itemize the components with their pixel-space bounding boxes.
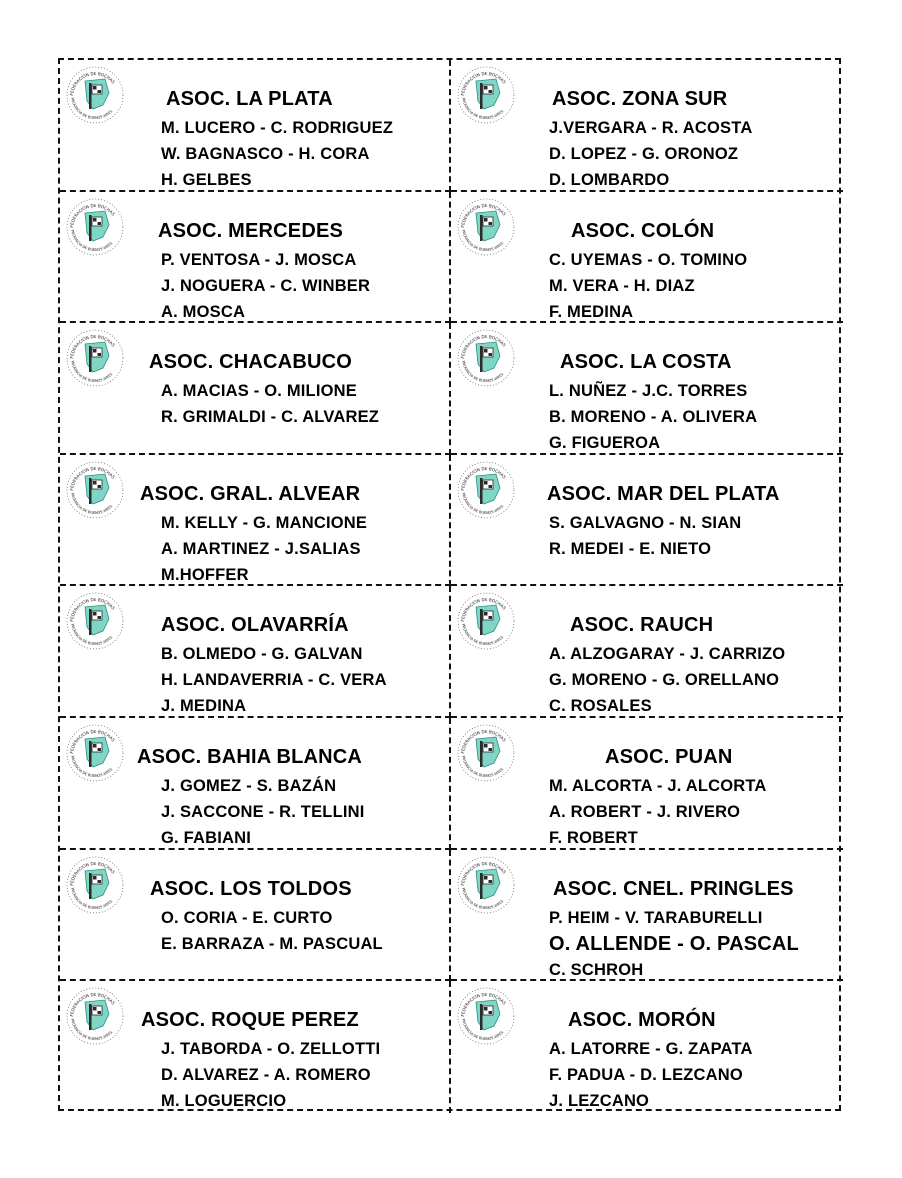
player-line: S. GALVAGNO - N. SIAN bbox=[549, 513, 742, 532]
player-line: M.HOFFER bbox=[161, 565, 249, 584]
federation-logo-icon bbox=[65, 723, 125, 783]
player-pairs bbox=[161, 378, 379, 430]
player-pairs bbox=[161, 510, 367, 587]
association-card bbox=[451, 192, 843, 324]
player-line: D. ALVAREZ - A. ROMERO bbox=[161, 1066, 371, 1085]
player-line: A. ROBERT - J. RIVERO bbox=[549, 802, 741, 821]
player-line: F. PADUA - D. LEZCANO bbox=[549, 1066, 743, 1085]
player-line: O. CORIA - E. CURTO bbox=[161, 908, 333, 927]
svg-text:FEDERACION DE BOCHAS: FEDERACION DE BOCHAS bbox=[69, 334, 116, 360]
player-line: M. ALCORTA - J. ALCORTA bbox=[549, 776, 767, 795]
player-line: M. KELLY - G. MANCIONE bbox=[161, 513, 368, 532]
svg-text:FEDERACION DE BOCHAS: FEDERACION DE BOCHAS bbox=[460, 597, 507, 623]
player-line: A. MACIAS - O. MILIONE bbox=[161, 382, 357, 401]
association-title: ASOC. LA PLATA bbox=[166, 88, 333, 110]
svg-text:FEDERACION DE BOCHAS: FEDERACION DE BOCHAS bbox=[69, 597, 116, 623]
svg-text:FEDERACION DE BOCHAS: FEDERACION DE BOCHAS bbox=[460, 465, 507, 491]
association-card bbox=[60, 192, 451, 324]
association-title: ASOC. LA COSTA bbox=[560, 351, 732, 374]
svg-text:FEDERACION DE BOCHAS: FEDERACION DE BOCHAS bbox=[460, 992, 507, 1017]
player-line: A. MARTINEZ - J.SALIAS bbox=[161, 539, 361, 558]
player-line: P. HEIM - V. TARABURELLI bbox=[549, 908, 763, 927]
player-line: J. TABORDA - O. ZELLOTTI bbox=[161, 1040, 381, 1059]
player-line: D. LOPEZ - G. ORONOZ bbox=[549, 145, 739, 163]
player-pairs bbox=[161, 1036, 380, 1113]
player-line: O. ALLENDE - O. PASCAL bbox=[549, 932, 799, 955]
player-line: M. LUCERO - C. RODRIGUEZ bbox=[161, 119, 394, 137]
association-card bbox=[60, 981, 451, 1113]
player-line: C. UYEMAS - O. TOMINO bbox=[549, 250, 748, 269]
association-title: ASOC. GRAL. ALVEAR bbox=[140, 482, 361, 505]
player-line: J. GOMEZ - S. BAZÁN bbox=[161, 776, 337, 795]
svg-text:PROVINCIA DE BUENOS AIRES: PROVINCIA DE BUENOS AIRES bbox=[461, 1018, 505, 1042]
federation-logo-icon bbox=[65, 855, 125, 915]
player-line: J. MEDINA bbox=[161, 697, 247, 716]
player-pairs bbox=[161, 115, 393, 192]
svg-text:FEDERACION DE BOCHAS: FEDERACION DE BOCHAS bbox=[69, 70, 116, 96]
svg-text:FEDERACION DE BOCHAS: FEDERACION DE BOCHAS bbox=[69, 860, 116, 886]
association-card bbox=[451, 586, 843, 718]
association-card bbox=[60, 455, 451, 587]
association-card bbox=[60, 60, 451, 192]
svg-text:FEDERACION DE BOCHAS: FEDERACION DE BOCHAS bbox=[69, 992, 116, 1017]
player-line: E. BARRAZA - M. PASCUAL bbox=[161, 934, 383, 953]
svg-text:PROVINCIA DE BUENOS AIRES: PROVINCIA DE BUENOS AIRES bbox=[70, 228, 114, 252]
federation-logo-icon bbox=[456, 65, 516, 125]
association-title: ASOC. LOS TOLDOS bbox=[150, 877, 352, 900]
player-line: B. MORENO - A. OLIVERA bbox=[549, 408, 758, 427]
player-line: D. LOMBARDO bbox=[549, 171, 670, 189]
player-line: C. SCHROH bbox=[549, 960, 644, 979]
association-title: ASOC. MAR DEL PLATA bbox=[547, 482, 780, 505]
svg-text:PROVINCIA DE BUENOS AIRES: PROVINCIA DE BUENOS AIRES bbox=[70, 755, 114, 779]
association-card bbox=[451, 60, 843, 192]
federation-logo-icon bbox=[456, 723, 516, 783]
federation-logo-icon bbox=[456, 591, 516, 651]
svg-text:FEDERACION DE BOCHAS: FEDERACION DE BOCHAS bbox=[460, 202, 507, 228]
svg-text:FEDERACION DE BOCHAS: FEDERACION DE BOCHAS bbox=[460, 70, 507, 96]
federation-logo-icon bbox=[65, 197, 125, 257]
svg-text:FEDERACION DE BOCHAS: FEDERACION DE BOCHAS bbox=[460, 334, 507, 360]
svg-text:PROVINCIA DE BUENOS AIRES: PROVINCIA DE BUENOS AIRES bbox=[70, 360, 114, 384]
player-line: C. ROSALES bbox=[549, 697, 652, 716]
association-title: ASOC. BAHIA BLANCA bbox=[137, 745, 363, 768]
federation-logo-icon bbox=[456, 986, 516, 1046]
svg-text:FEDERACION DE BOCHAS: FEDERACION DE BOCHAS bbox=[460, 860, 507, 886]
player-line: F. MEDINA bbox=[549, 302, 634, 321]
player-line: L. NUÑEZ - J.C. TORRES bbox=[549, 382, 748, 401]
federation-logo-icon bbox=[456, 328, 516, 388]
player-line: J.VERGARA - R. ACOSTA bbox=[549, 119, 753, 137]
player-pairs bbox=[161, 247, 370, 324]
association-title: ASOC. RAUCH bbox=[570, 614, 714, 637]
svg-text:PROVINCIA DE BUENOS AIRES: PROVINCIA DE BUENOS AIRES bbox=[70, 886, 114, 910]
svg-text:PROVINCIA DE BUENOS AIRES: PROVINCIA DE BUENOS AIRES bbox=[70, 97, 114, 121]
association-card bbox=[451, 455, 843, 587]
player-pairs bbox=[161, 641, 387, 718]
player-line: R. MEDEI - E. NIETO bbox=[549, 539, 712, 558]
player-line: J. NOGUERA - C. WINBER bbox=[161, 276, 371, 295]
federation-logo-icon bbox=[65, 591, 125, 651]
svg-text:FEDERACION DE BOCHAS: FEDERACION DE BOCHAS bbox=[460, 728, 507, 754]
federation-logo-icon bbox=[456, 460, 516, 520]
player-line: G. FIGUEROA bbox=[549, 434, 661, 453]
player-line: A. MOSCA bbox=[161, 302, 246, 321]
association-title: ASOC. ZONA SUR bbox=[552, 88, 728, 110]
player-pairs bbox=[549, 641, 785, 718]
association-card bbox=[451, 850, 843, 982]
player-line: J. LEZCANO bbox=[549, 1092, 650, 1111]
association-card bbox=[451, 718, 843, 850]
association-title: ASOC. MORÓN bbox=[568, 1009, 716, 1032]
player-line: B. OLMEDO - G. GALVAN bbox=[161, 645, 363, 664]
player-line: M. VERA - H. DIAZ bbox=[549, 276, 695, 295]
svg-text:PROVINCIA DE BUENOS AIRES: PROVINCIA DE BUENOS AIRES bbox=[70, 623, 114, 647]
player-pairs bbox=[549, 1036, 753, 1113]
association-card bbox=[60, 718, 451, 850]
player-line: F. ROBERT bbox=[549, 828, 638, 847]
player-pairs bbox=[161, 905, 383, 957]
player-pairs bbox=[549, 773, 767, 850]
association-title: ASOC. OLAVARRÍA bbox=[161, 614, 349, 637]
player-line: A. LATORRE - G. ZAPATA bbox=[549, 1040, 753, 1059]
svg-text:PROVINCIA DE BUENOS AIRES: PROVINCIA DE BUENOS AIRES bbox=[70, 492, 114, 515]
player-pairs bbox=[549, 247, 747, 324]
association-card bbox=[60, 850, 451, 982]
federation-logo-icon bbox=[65, 460, 125, 520]
svg-text:FEDERACION DE BOCHAS: FEDERACION DE BOCHAS bbox=[69, 202, 116, 228]
player-line: W. BAGNASCO - H. CORA bbox=[161, 145, 370, 163]
player-pairs bbox=[549, 905, 799, 982]
player-line: M. LOGUERCIO bbox=[161, 1092, 287, 1111]
player-line: A. ALZOGARAY - J. CARRIZO bbox=[549, 645, 786, 664]
federation-logo-icon bbox=[456, 855, 516, 915]
svg-text:PROVINCIA DE BUENOS AIRES: PROVINCIA DE BUENOS AIRES bbox=[461, 228, 505, 252]
svg-text:FEDERACION DE BOCHAS: FEDERACION DE BOCHAS bbox=[69, 465, 116, 491]
svg-text:PROVINCIA DE BUENOS AIRES: PROVINCIA DE BUENOS AIRES bbox=[461, 97, 505, 121]
association-title: ASOC. CNEL. PRINGLES bbox=[553, 877, 794, 900]
svg-text:PROVINCIA DE BUENOS AIRES: PROVINCIA DE BUENOS AIRES bbox=[461, 360, 505, 384]
player-line: R. GRIMALDI - C. ALVAREZ bbox=[161, 408, 380, 427]
federation-logo-icon bbox=[65, 986, 125, 1046]
player-pairs bbox=[549, 378, 757, 455]
association-title: ASOC. COLÓN bbox=[571, 219, 715, 242]
svg-text:PROVINCIA DE BUENOS AIRES: PROVINCIA DE BUENOS AIRES bbox=[461, 623, 505, 647]
association-card bbox=[60, 323, 451, 455]
player-line: H. GELBES bbox=[161, 171, 252, 189]
association-card bbox=[60, 586, 451, 718]
svg-text:FEDERACION DE BOCHAS: FEDERACION DE BOCHAS bbox=[69, 728, 116, 754]
association-card bbox=[451, 323, 843, 455]
svg-text:PROVINCIA DE BUENOS AIRES: PROVINCIA DE BUENOS AIRES bbox=[70, 1018, 114, 1042]
svg-text:PROVINCIA DE BUENOS AIRES: PROVINCIA DE BUENOS AIRES bbox=[461, 886, 505, 910]
association-card bbox=[451, 981, 843, 1113]
association-title: ASOC. CHACABUCO bbox=[149, 351, 352, 374]
association-cards-grid bbox=[58, 58, 841, 1111]
association-title: ASOC. ROQUE PEREZ bbox=[141, 1009, 359, 1032]
player-pairs bbox=[549, 115, 752, 192]
player-line: G. MORENO - G. ORELLANO bbox=[549, 671, 780, 690]
association-title: ASOC. PUAN bbox=[605, 745, 733, 768]
player-line: H. LANDAVERRIA - C. VERA bbox=[161, 671, 387, 690]
svg-text:PROVINCIA DE BUENOS AIRES: PROVINCIA DE BUENOS AIRES bbox=[461, 755, 505, 779]
association-title: ASOC. MERCEDES bbox=[158, 219, 344, 242]
federation-logo-icon bbox=[456, 197, 516, 257]
player-line: J. SACCONE - R. TELLINI bbox=[161, 802, 365, 821]
svg-text:PROVINCIA DE BUENOS AIRES: PROVINCIA DE BUENOS AIRES bbox=[461, 492, 505, 515]
federation-logo-icon bbox=[65, 65, 125, 125]
federation-logo-icon bbox=[65, 328, 125, 388]
player-line: G. FABIANI bbox=[161, 828, 252, 847]
player-pairs bbox=[161, 773, 365, 850]
player-pairs bbox=[549, 510, 741, 562]
player-line: P. VENTOSA - J. MOSCA bbox=[161, 250, 357, 269]
